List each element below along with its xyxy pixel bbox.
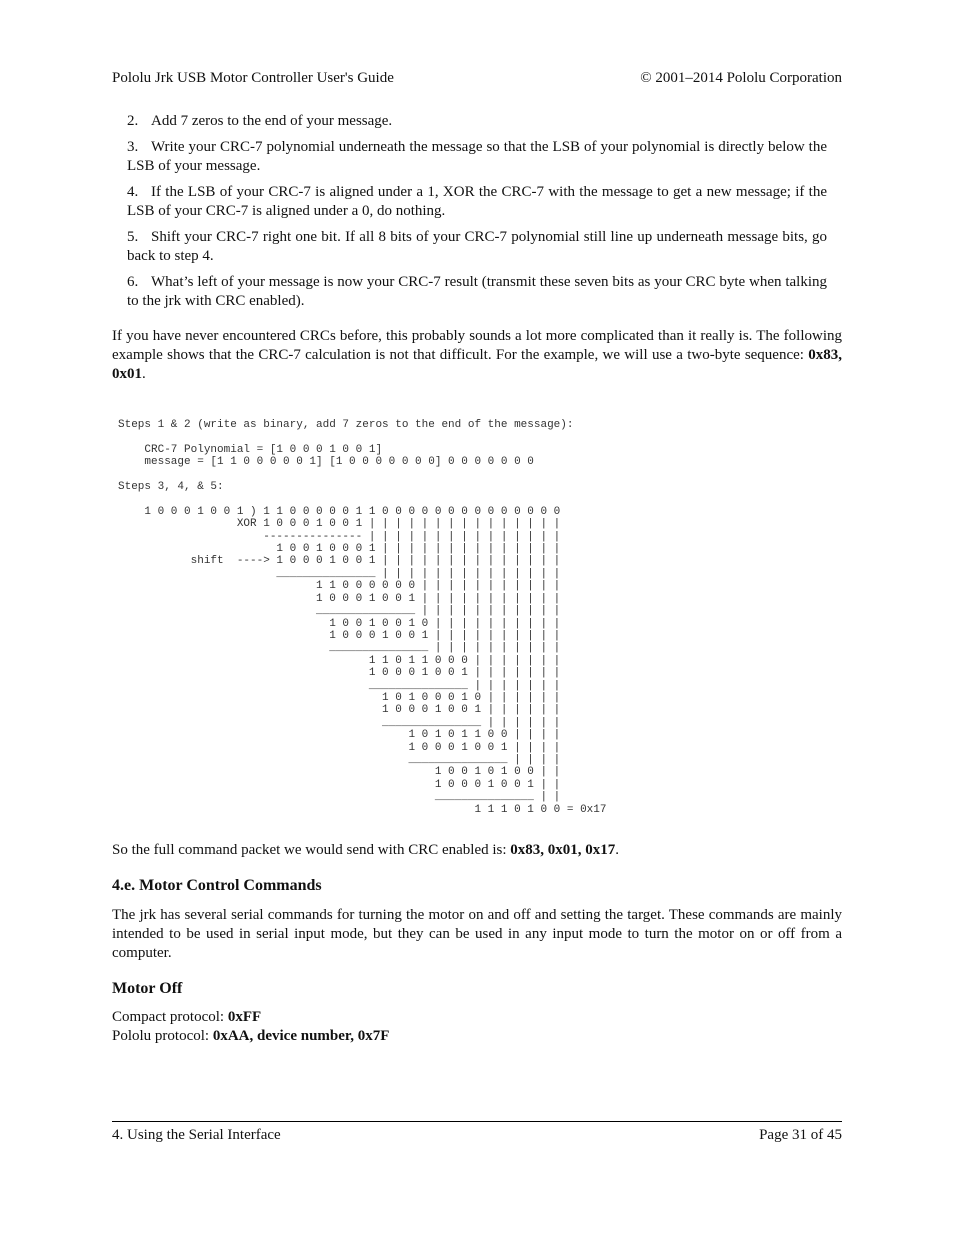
step-text: Write your CRC-7 polynomial underneath the message so that the LSB of your polynomial is directly below the LSB of your message. xyxy=(127,139,827,174)
header-copyright: © 2001–2014 Pololu Corporation xyxy=(640,70,842,86)
step-item xyxy=(127,228,827,266)
packet-paragraph xyxy=(112,841,842,860)
header-title: Pololu Jrk USB Motor Controller User's Guide xyxy=(112,70,394,86)
step-number: 5. xyxy=(127,229,139,245)
footer-chapter: 4. Using the Serial Interface xyxy=(112,1127,281,1143)
page-header xyxy=(112,70,842,90)
motor-off-heading: Motor Off xyxy=(112,980,183,997)
pololu-label: Pololu protocol: xyxy=(112,1028,213,1044)
footer-divider xyxy=(112,1121,842,1122)
compact-label: Compact protocol: xyxy=(112,1009,228,1025)
compact-value: 0xFF xyxy=(227,1009,262,1025)
step-number: 4. xyxy=(127,184,139,200)
motor-off-protocols xyxy=(112,1008,389,1046)
intro-paragraph xyxy=(112,327,842,384)
step-number: 2. xyxy=(127,113,139,129)
footer-page-number: Page 31 of 45 xyxy=(759,1127,842,1143)
step-text: If the LSB of your CRC-7 is aligned under a 1, XOR the CRC-7 with the message to get a new message; if the LSB of your CRC-7 is aligned under a 0, do nothing. xyxy=(127,184,827,219)
packet-bold-bytes: 0x83, 0x01, 0x17 xyxy=(510,842,616,858)
pololu-protocol-line xyxy=(112,1027,389,1046)
step-text: What’s left of your message is now your CRC-7 result (transmit these seven bits as your CRC byte when talking to the jrk with CRC enabled). xyxy=(127,274,827,309)
step-number: 3. xyxy=(127,139,139,155)
step-number: 6. xyxy=(127,274,139,290)
step-item xyxy=(127,138,827,176)
step-item xyxy=(127,273,827,311)
step-text: Add 7 zeros to the end of your message. xyxy=(151,113,393,129)
intro-tail: . xyxy=(142,366,146,382)
steps-list xyxy=(127,112,827,318)
pololu-value: 0xAA, device number, 0x7F xyxy=(212,1028,390,1044)
step-text: Shift your CRC-7 right one bit. If all 8 bits of your CRC-7 polynomial still line up underneath message bits, go back to step 4. xyxy=(127,229,827,264)
intro-bold-bytes: 0x83, 0x01 xyxy=(112,347,842,382)
packet-tail: . xyxy=(615,842,620,858)
section-heading: 4.e. Motor Control Commands xyxy=(112,877,322,894)
step-item xyxy=(127,112,827,131)
page-footer xyxy=(112,1127,842,1147)
crc-example-code: Steps 1 & 2 (write as binary, add 7 zeros to the end of the message): CRC-7 Polynomial = [1 0 0 0 1 0 0 1] message = [1 1 0 0 0 0 0 1] [1 0 0 0 0 0 0 0] 0 0 0 0 0 0 0 Steps 3, 4, & 5: 1 0 0 0 1 0 0 1 ) 1 1 0 0 0 0 0 1 1 0 0 0 0 0 0 0 0 0 0 0 0 0 0 XOR 1 0 0 0 1 0 0 1 | | | | | | | | | | | | | | | --------------- | | | | | | | | | | | | | | | 1 0 0 1 0 0 0 1 | | | | | | | | | | | | | | shift ----> 1 0 0 0 1 0 0 1 | | | | | | | | | | | | | | _______________ | | | | | | | | | | | | | | 1 1 0 0 0 0 0 0 | | | | | | | | | | | 1 0 0 0 1 0 0 1 | | | | | | | | | | | _______________ | | | | | | | | | | | 1 0 0 1 0 0 1 0 | | | | | | | | | | 1 0 0 0 1 0 0 1 | | | | | | | | | | _______________ | | | | | | | | | | 1 1 0 1 1 0 0 0 | | | | | | | 1 0 0 0 1 0 0 1 | | | | | | | _______________ | | | | | | | 1 0 1 0 0 0 1 0 | | | | | | 1 0 0 0 1 0 0 1 | | | | | | _______________ | | | | | | 1 0 1 0 1 1 0 0 | | | | 1 0 0 0 1 0 0 1 | | | | _______________ | | | | 1 0 0 1 0 1 0 0 | | 1 0 0 0 1 0 0 1 | | _______________ | | 1 1 1 0 1 0 0 = 0x17 xyxy=(118,419,607,816)
compact-protocol-line xyxy=(112,1008,389,1027)
intro-text: If you have never encountered CRCs before, this probably sounds a lot more complicated than it really is. The following example shows that the CRC-7 calculation is not that difficult. For the example, we will use a two-byte sequence: xyxy=(112,328,842,363)
step-item xyxy=(127,183,827,221)
packet-text: So the full command packet we would send with CRC enabled is: xyxy=(112,842,511,858)
section-paragraph: The jrk has several serial commands for turning the motor on and off and setting the target. These commands are mainly intended to be used in serial input mode, but they can be used in any input mode to turn the motor on or off from a computer. xyxy=(112,907,842,961)
